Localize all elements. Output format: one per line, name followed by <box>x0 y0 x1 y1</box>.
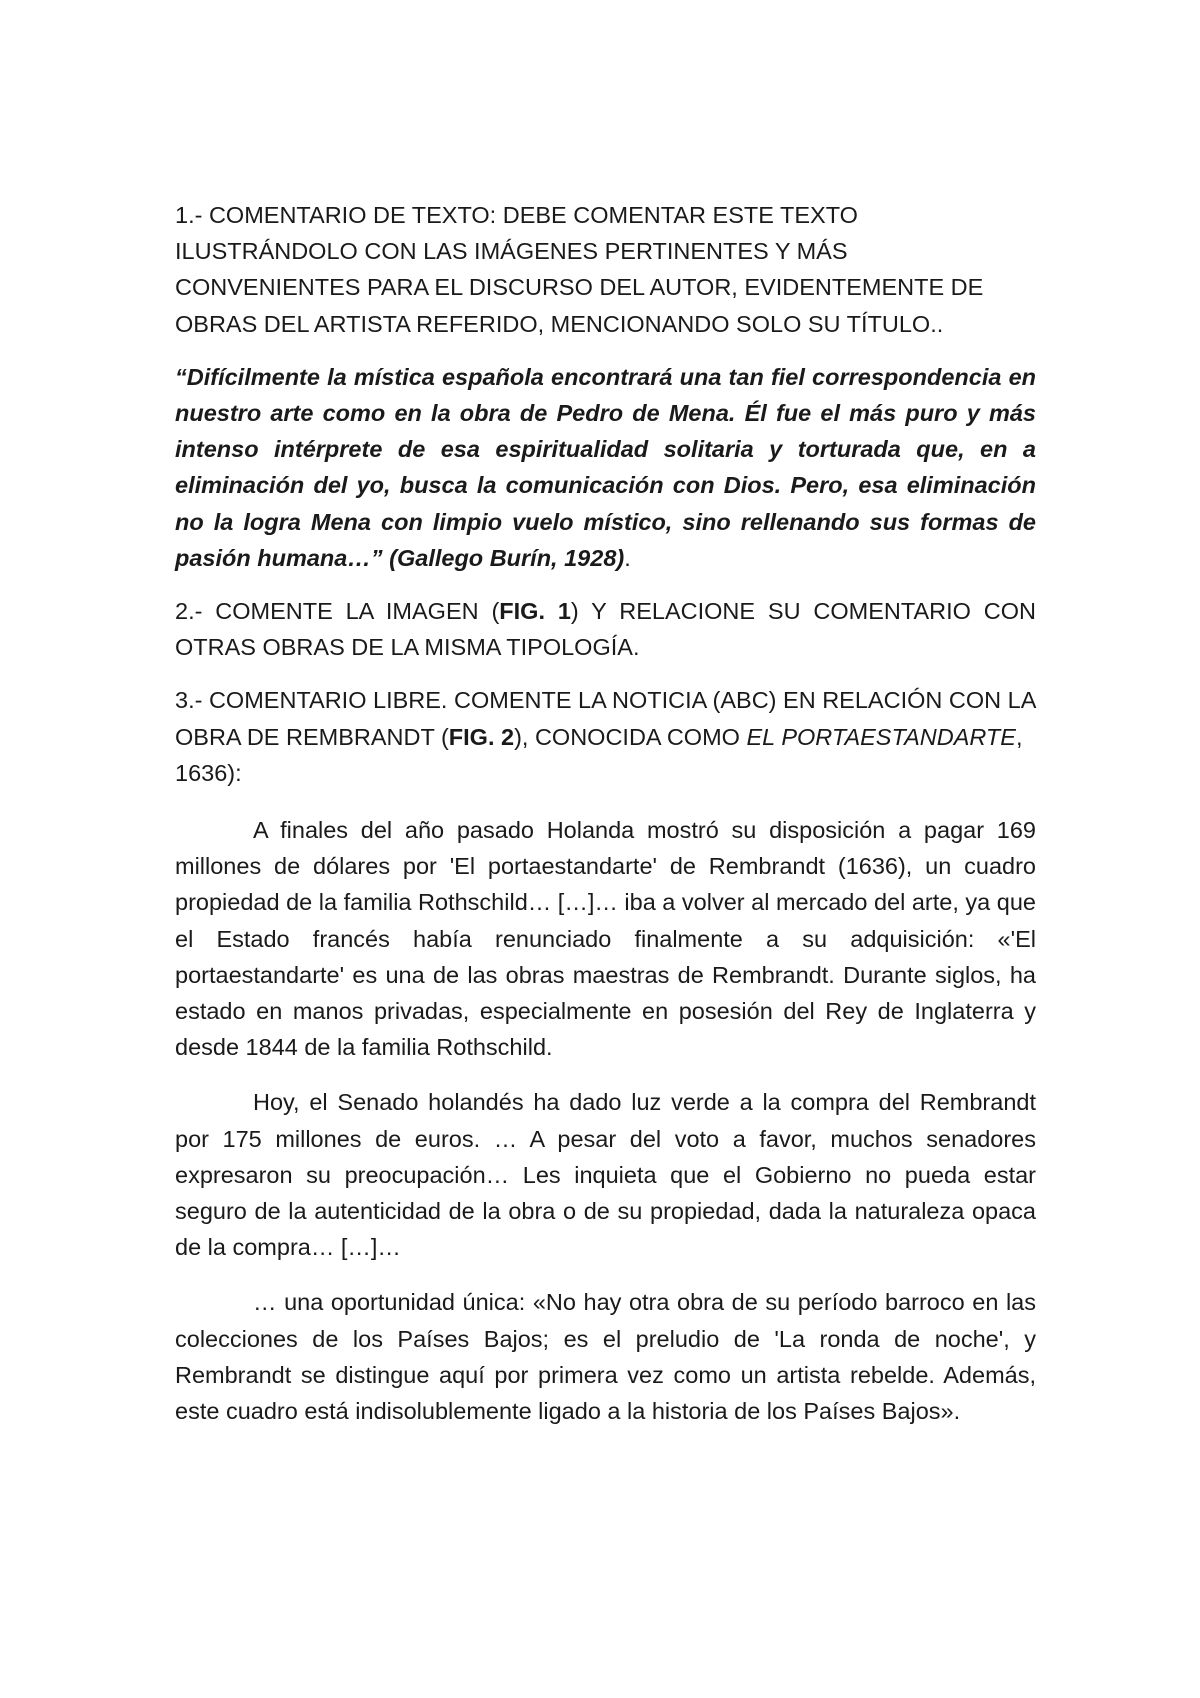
question-2 <box>175 593 1036 665</box>
quote-citation: (Gallego Burín, 1928) <box>382 544 625 571</box>
question-3-middle: ), CONOCIDA COMO <box>514 723 747 750</box>
question-3-fig-ref: FIG. 2 <box>448 723 515 750</box>
question-3 <box>175 682 1036 791</box>
news-paragraph-2: Hoy, el Senado holandés ha dado luz verde a la compra del Rembrandt por 175 millones de euros. … A pesar del voto a favor, muchos senadores expresaron su preocupación… Les inquieta que el Gobierno no pueda estar seguro de la autenticidad de la obra o de su propiedad, dada la naturaleza opaca de la compra… […]… <box>175 1089 1036 1261</box>
question-2-suffix: ) Y RELACIONE SU COMENTARIO CON OTRAS OBRAS DE LA MISMA TIPOLOGÍA. <box>175 598 1036 661</box>
question-1-quote <box>175 359 1036 576</box>
question-1-title: 1.- COMENTARIO DE TEXTO: DEBE COMENTAR ESTE TEXTO ILUSTRÁNDOLO CON LAS IMÁGENES PERTINENTES Y MÁS CONVENIENTES PARA EL DISCURSO DEL AUTOR, EVIDENTEMENTE DE OBRAS DEL ARTISTA REFERIDO, MENCIONANDO SOLO SU TÍTULO.. <box>175 202 984 337</box>
news-paragraph-3: … una oportunidad única: «No hay otra obra de su período barroco en las colecciones de los Países Bajos; es el preludio de 'La ronda de noche', y Rembrandt se distingue aquí por primera vez como un artista rebelde. Además, este cuadro está indisolublemente ligado a la historia de los Países Bajos». <box>175 1289 1036 1425</box>
news-paragraph-1: A finales del año pasado Holanda mostró su disposición a pagar 169 millones de dólares por 'El portaestandarte' de Rembrandt (1636), un cuadro propiedad de la familia Rothschild… […]… iba a volver al mercado del arte, ya que el Estado francés había renunciado finalmente a su adquisición: «'El portaestandarte' es una de las obras maestras de Rembrandt. Durante siglos, ha estado en manos privadas, especialmente en posesión del Rey de Inglaterra y desde 1844 de la familia Rothschild. <box>175 817 1036 1061</box>
question-3-work-title: EL PORTAESTANDARTE <box>746 723 1016 750</box>
quote-end: . <box>624 544 631 571</box>
question-2-prefix: 2.- COMENTE LA IMAGEN ( <box>175 598 500 625</box>
question-3-prefix: 3.- COMENTARIO LIBRE. COMENTE LA NOTICIA (ABC) EN RELACIÓN CON LA OBRA DE REMBRANDT ( <box>175 687 1036 750</box>
exam-page <box>175 197 1036 1448</box>
question-3-suffix: , 1636): <box>175 723 1023 786</box>
quote-text: “Difícilmente la mística española encontrará una tan fiel correspondencia en nuestro arte como en la obra de Pedro de Mena. Él fue el más puro y más intenso intérprete de esa espiritualidad solitaria y torturada que, en a eliminación del yo, busca la comunicación con Dios. Pero, esa eliminación no la logra Mena con limpio vuelo místico, sino rellenando sus formas de pasión humana…” <box>175 363 1036 571</box>
question-2-fig-ref: FIG. 1 <box>499 598 571 625</box>
